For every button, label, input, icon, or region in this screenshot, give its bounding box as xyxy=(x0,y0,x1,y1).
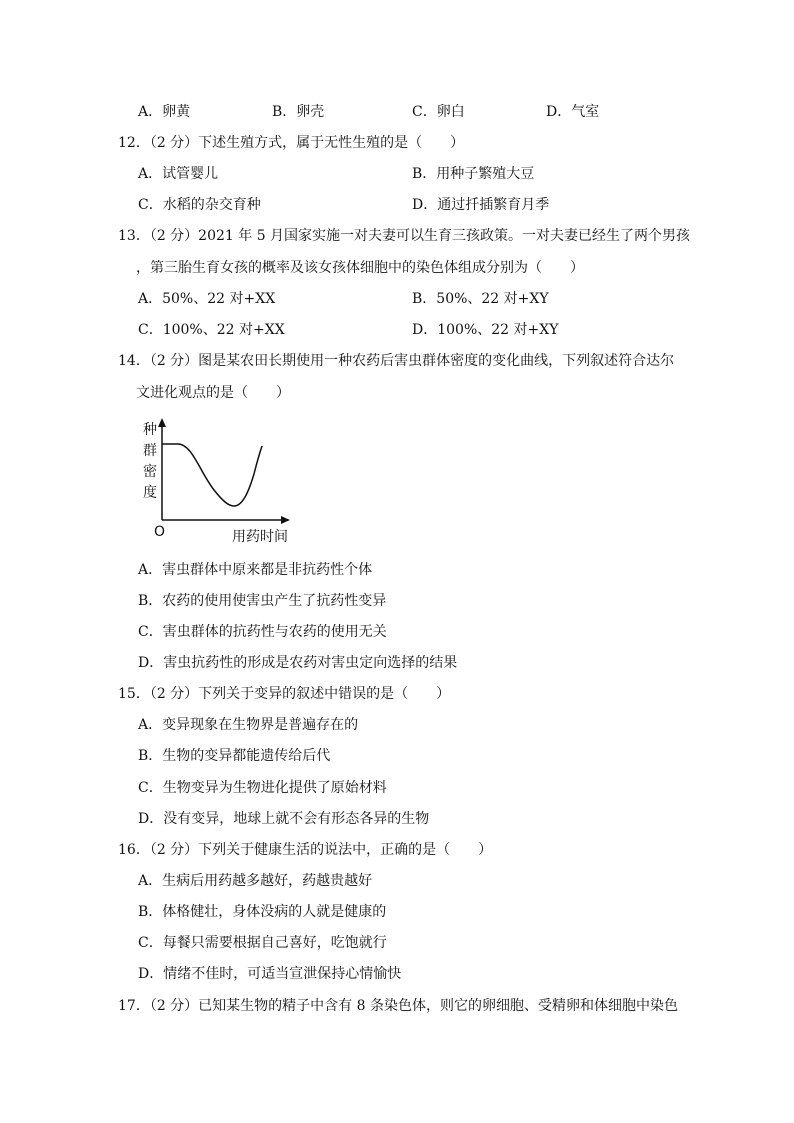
q11-option-c: C．卵白 xyxy=(412,104,465,120)
q14-option-d: D．害虫抗药性的形成是农药对害虫定向选择的结果 xyxy=(138,655,458,671)
q13-option-b: B．50%、22 对+XY xyxy=(412,291,549,307)
q11-option-d: D．气室 xyxy=(546,104,600,120)
y-label-char-3: 密 xyxy=(143,464,157,480)
q14-option-a: A．害虫群体中原来都是非抗药性个体 xyxy=(138,562,373,578)
q15-option-b: B．生物的变异都能遗传给后代 xyxy=(138,748,331,764)
q12-option-a: A．试管婴儿 xyxy=(138,166,219,182)
q12-stem: 12．（2 分）下述生殖方式，属于无性生殖的是（ ） xyxy=(118,135,465,151)
q15-option-c: C．生物变异为生物进化提供了原始材料 xyxy=(138,780,387,796)
y-label-char-1: 种 xyxy=(143,422,157,438)
q13-stem-line2: ，第三胎生育女孩的概率及该女孩体细胞中的染色体组成分别为（ ） xyxy=(136,260,584,276)
q11-option-a: A．卵黄 xyxy=(138,104,191,120)
y-label-char-2: 群 xyxy=(143,443,157,459)
q16-option-d: D．情绪不佳时，可适当宣泄保持心情愉快 xyxy=(138,966,402,982)
y-label-char-4: 度 xyxy=(143,485,157,501)
q12-option-c: C．水稻的杂交育种 xyxy=(138,197,261,213)
q16-option-c: C．每餐只需要根据自己喜好，吃饱就行 xyxy=(138,935,387,951)
origin-label: O xyxy=(154,524,166,540)
q13-stem-line1: 13．（2 分）2021 年 5 月国家实施一对夫妻可以生育三孩政策。一对夫妻已经生了两个男孩 xyxy=(118,228,691,244)
q13-option-d: D．100%、22 对+XY xyxy=(412,322,559,338)
q12-option-b: B．用种子繁殖大豆 xyxy=(412,166,535,182)
q14-option-c: C．害虫群体的抗药性与农药的使用无关 xyxy=(138,624,387,640)
q15-stem: 15．（2 分）下列关于变异的叙述中错误的是（ ） xyxy=(118,686,451,702)
q13-option-a: A．50%、22 对+XX xyxy=(138,291,276,307)
x-axis-label: 用药时间 xyxy=(232,529,288,545)
q15-option-d: D．没有变异，地球上就不会有形态各异的生物 xyxy=(138,811,430,827)
q15-option-a: A．变异现象在生物界是普遍存在的 xyxy=(138,717,359,733)
q13-option-c: C．100%、22 对+XX xyxy=(138,322,285,338)
q16-stem: 16．（2 分）下列关于健康生活的说法中，正确的是（ ） xyxy=(118,842,493,858)
q14-stem-line2: 文进化观点的是（ ） xyxy=(136,385,290,401)
q16-option-b: B．体格健壮，身体没病的人就是健康的 xyxy=(138,904,387,920)
q14-option-b: B．农药的使用使害虫产生了抗药性变异 xyxy=(138,593,387,609)
x-axis-arrow-icon xyxy=(281,516,290,524)
q12-option-d: D．通过扦插繁育月季 xyxy=(412,197,550,213)
q17-stem-line1: 17．（2 分）已知某生物的精子中含有 8 条染色体，则它的卵细胞、受精卵和体细胞中染色 xyxy=(118,998,678,1014)
population-density-diagram xyxy=(130,412,300,552)
density-curve xyxy=(162,444,262,506)
q16-option-a: A．生病后用药越多越好，药越贵越好 xyxy=(138,873,373,889)
q14-stem-line1: 14．（2 分）图是某农田长期使用一种农药后害虫群体密度的变化曲线，下列叙述符合达尔 xyxy=(118,353,675,369)
q11-option-b: B．卵壳 xyxy=(272,104,325,120)
